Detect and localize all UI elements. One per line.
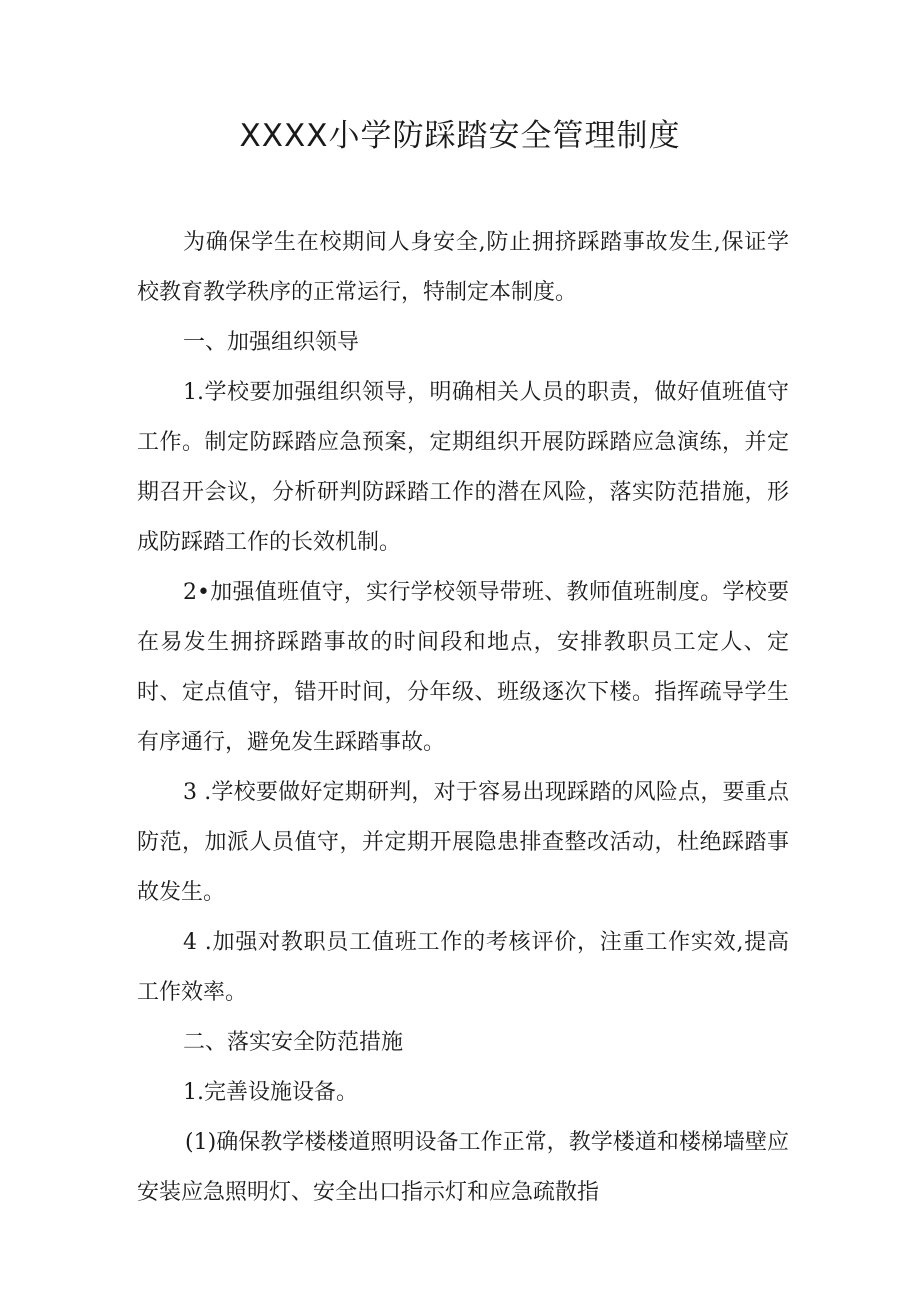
paragraph-item-4: 4 .加强对教职员工值班工作的考核评价，注重工作实效,提高工作效率。 — [137, 930, 789, 1005]
intro-paragraph: 为确保学生在校期间人身安全,防止拥挤踩踏事故发生,保证学校教育教学秩序的正常运行，特制定本制度。 — [137, 230, 789, 305]
section-heading-2: 二、落实安全防范措施 — [183, 1030, 404, 1055]
subsection-heading-1: 1.完善设施设备。 — [183, 1080, 358, 1105]
paragraph-item-2: 2•加强值班值守，实行学校领导带班、教师值班制度。学校要在易发生拥挤踩踏事故的时间段和地点，安排教职员工定人、定时、定点值守，错开时间，分年级、班级逐次下楼。指挥疏导学生有序通行，避免发生踩踏事故。 — [137, 580, 789, 755]
document-title: XXXX小学防踩踏安全管理制度 — [239, 118, 681, 154]
paragraph-item-1: 1.学校要加强组织领导，明确相关人员的职责，做好值班值守工作。制定防踩踏应急预案，定期组织开展防踩踏应急演练，并定期召开会议，分析研判防踩踏工作的潜在风险，落实防范措施，形成防踩踏工作的长效机制。 — [137, 380, 789, 555]
paragraph-subitem-1: (1)确保教学楼楼道照明设备工作正常，教学楼道和楼梯墙壁应安装应急照明灯、安全出口指示灯和应急疏散指 — [137, 1130, 789, 1205]
paragraph-item-3: 3 .学校要做好定期研判，对于容易出现踩踏的风险点，要重点防范，加派人员值守，并定期开展隐患排查整改活动，杜绝踩踏事故发生。 — [137, 780, 789, 905]
document-body — [137, 218, 789, 1218]
section-heading-1: 一、加强组织领导 — [183, 330, 360, 355]
